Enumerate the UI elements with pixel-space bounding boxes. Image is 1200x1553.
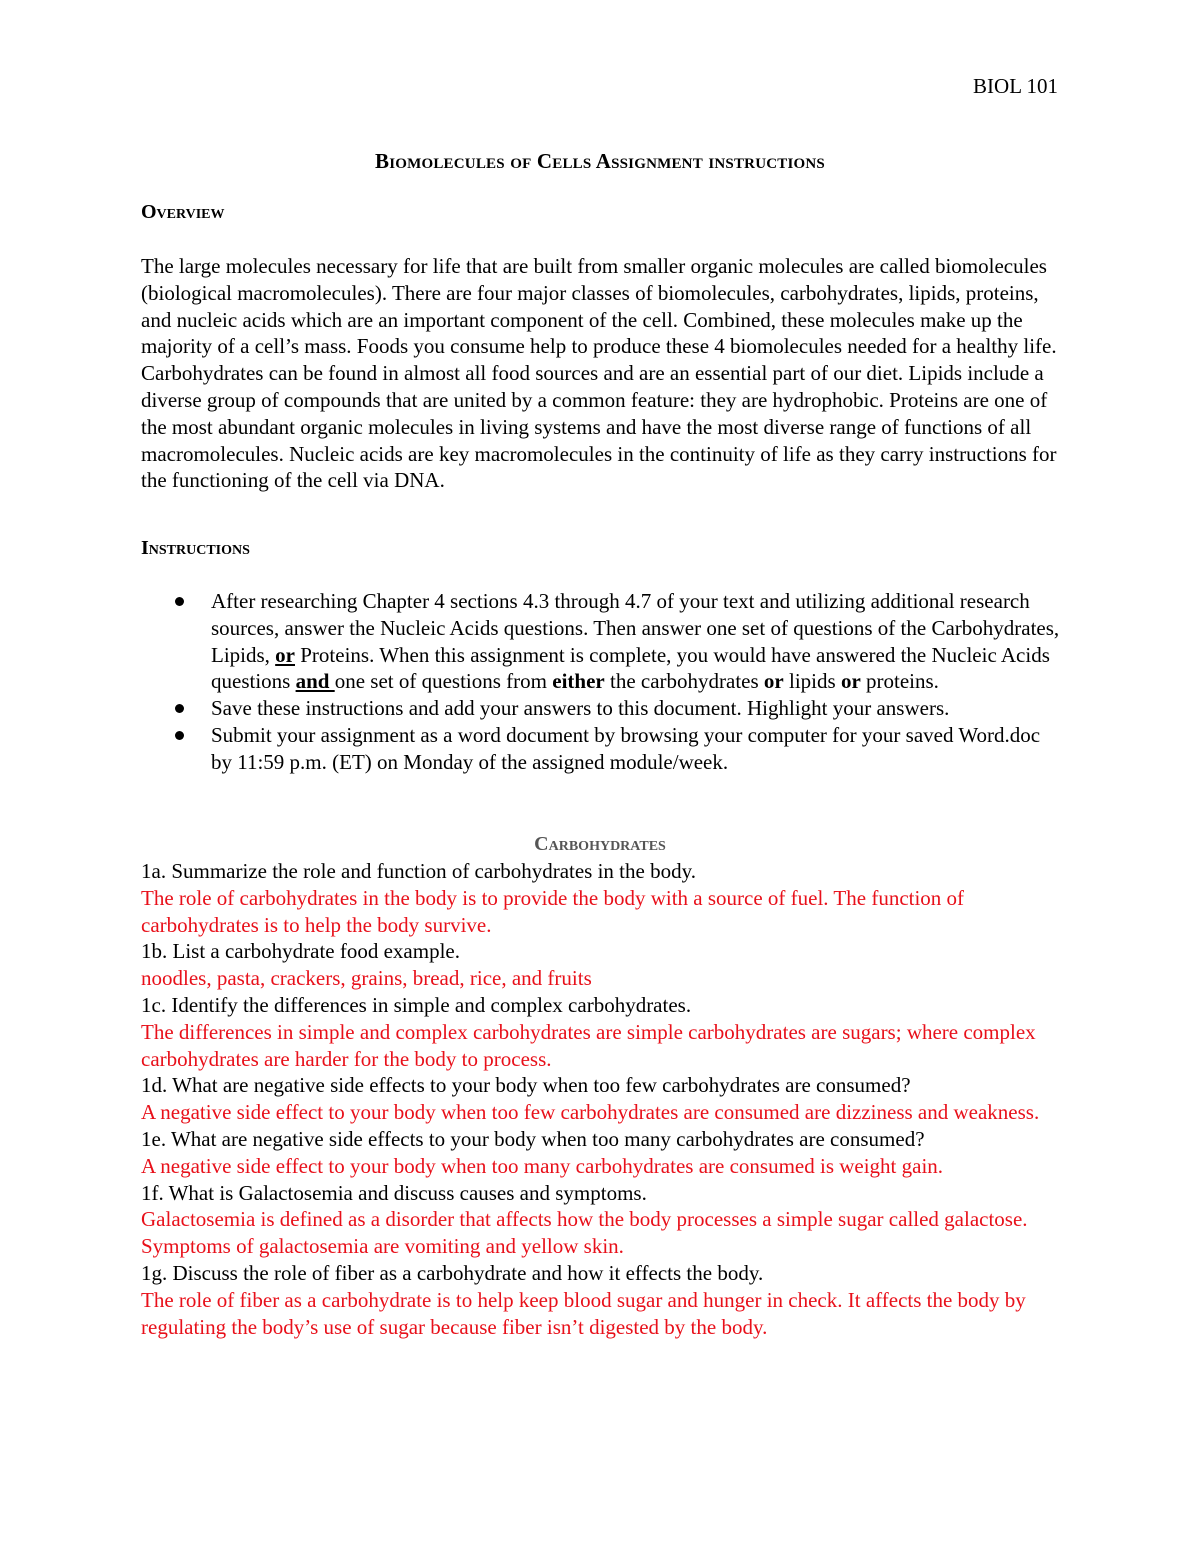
question: 1f. What is Galactosemia and discuss causes and symptoms.: [141, 1180, 647, 1205]
question: 1c. Identify the differences in simple and complex carbohydrates.: [141, 992, 692, 1017]
overview-heading: Overview: [141, 201, 225, 223]
instruction-text: Submit your assignment as a word document by browsing your computer for your saved Word.doc by 11:59 p.m. (ET) on Monday of the assigned module/week.: [211, 722, 1041, 774]
answer: The role of carbohydrates in the body is to provide the body with a source of fuel. The function of carbohydrates is to help the body survive.: [141, 885, 965, 937]
emphasis-either: either: [552, 669, 605, 694]
answer: The role of fiber as a carbohydrate is to help keep blood sugar and hunger in check. It affects the body by regulating the body’s use of sugar because fiber isn’t digested by the body.: [141, 1287, 1026, 1339]
answer: A negative side effect to your body when too many carbohydrates are consumed is weight gain.: [141, 1153, 944, 1178]
answer: noodles, pasta, crackers, grains, bread, rice, and fruits: [141, 966, 592, 991]
overview-paragraph: The large molecules necessary for life that are built from smaller organic molecules are called biomolecules (biological macromolecules). There are four major classes of biomolecules, carbohydrates, lipids, proteins, and nucleic acids which are an important component of the cell. Combined, these molecules make up the majority of a cell’s mass. Foods you consume help to produce these 4 biomolecules needed for a healthy life. Carbohydrates can be found in almost all food sources and are an essential part of our diet. Lipids include a diverse group of compounds that are united by a common feature: they are hydrophobic. Proteins are one of the most abundant organic molecules in living systems and have the most diverse range of functions of all macromolecules. Nucleic acids are key macromolecules in the continuity of life as they carry instructions for the functioning of the cell via DNA.: [141, 254, 1057, 493]
course-code: BIOL 101: [973, 74, 1058, 98]
document-title: Biomolecules of Cells Assignment instructions: [375, 149, 825, 173]
emphasis-or: or: [763, 669, 784, 694]
instruction-item: [141, 588, 1061, 695]
answer: A negative side effect to your body when too few carbohydrates are consumed are dizziness and weakness.: [141, 1100, 1040, 1125]
emphasis-or: or: [840, 669, 861, 694]
instruction-text: After researching Chapter 4 sections 4.3 through 4.7 of your text and utilizing additional research sources, answer the Nucleic Acids questions. Then answer one set of questions of the Carbohydrates, Lipids, or Proteins. When this assignment is complete, you would have answered the Nucleic Acids questions and one set of questions from either the carbohydrates or lipids or proteins.: [211, 589, 1060, 694]
carbohydrates-heading: Carbohydrates: [534, 833, 666, 855]
bullet-icon: [175, 597, 184, 606]
bullet-icon: [175, 731, 184, 740]
question: 1a. Summarize the role and function of carbohydrates in the body.: [141, 859, 696, 883]
instruction-item: [141, 722, 1061, 776]
emphasis-and: and: [295, 669, 335, 694]
emphasis-or: or: [275, 642, 295, 667]
question: 1b. List a carbohydrate food example.: [141, 939, 460, 964]
question: 1d. What are negative side effects to your body when too few carbohydrates are consumed?: [141, 1073, 911, 1098]
question: 1g. Discuss the role of fiber as a carbohydrate and how it effects the body.: [141, 1260, 764, 1285]
answer: The differences in simple and complex carbohydrates are simple carbohydrates are sugars; where complex carbohydrates are harder for the body to process.: [141, 1019, 1036, 1071]
instruction-item: [141, 695, 1061, 722]
answer: Galactosemia is defined as a disorder that affects how the body processes a simple sugar called galactose. Symptoms of galactosemia are vomiting and yellow skin.: [141, 1207, 1028, 1259]
instructions-list: [141, 588, 1061, 776]
carbohydrates-questions: [141, 858, 1061, 1340]
instructions-heading: Instructions: [141, 537, 250, 559]
instruction-text: Save these instructions and add your answers to this document. Highlight your answers.: [211, 696, 950, 721]
bullet-icon: [175, 704, 184, 713]
question: 1e. What are negative side effects to your body when too many carbohydrates are consumed?: [141, 1126, 925, 1151]
